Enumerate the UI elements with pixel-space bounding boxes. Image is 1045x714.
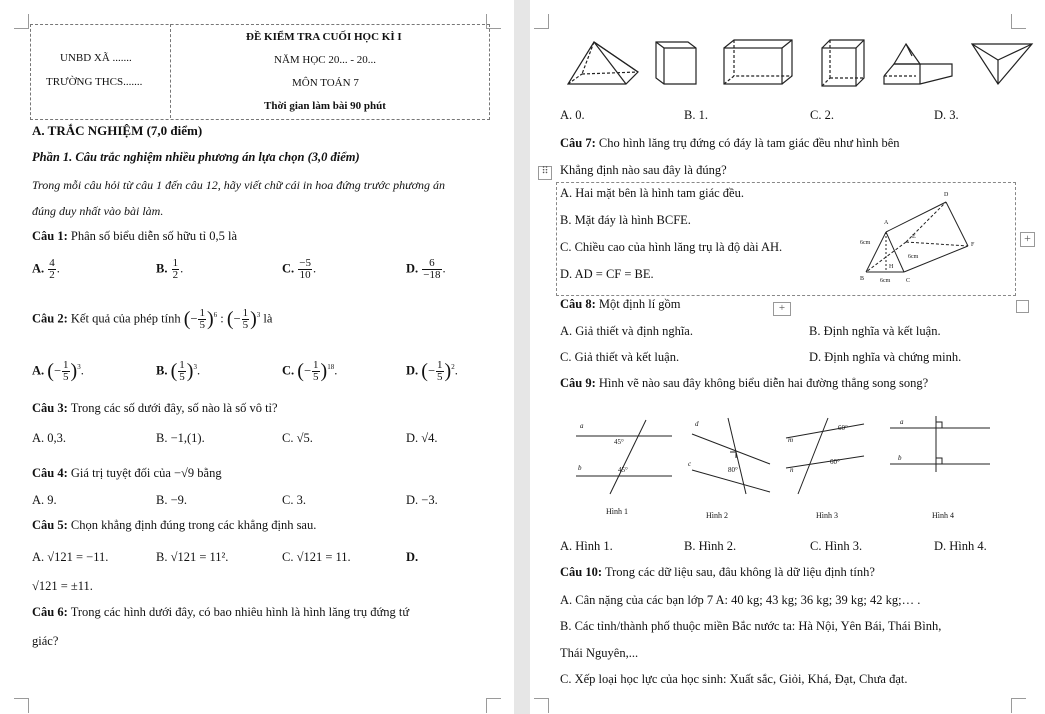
q6-option-d: D. 3. <box>934 108 959 122</box>
minus-sign: − <box>233 311 241 326</box>
q5-option-d: D. <box>406 550 419 564</box>
exponent: 6 <box>213 311 218 320</box>
crop-mark <box>534 698 549 713</box>
q4-option-b: B. −9. <box>156 493 188 507</box>
numerator: 4 <box>49 257 55 269</box>
add-column-button[interactable]: + <box>1020 232 1035 247</box>
q5-option-d-content: √121 = ±11. <box>32 579 93 593</box>
line-label: a <box>900 418 904 426</box>
q2-option-b: B. ( $\frac{1}{5}$ )$^3$. <box>156 359 201 383</box>
figure-caption: Hình 4 <box>932 511 954 520</box>
question-label: Câu 6: <box>32 605 68 619</box>
numerator: 1 <box>172 257 179 269</box>
figure-4-lines <box>890 416 990 472</box>
question-1 <box>32 229 237 244</box>
vertex-label: D <box>944 192 949 198</box>
question-5 <box>32 518 316 533</box>
numerator: 1 <box>179 359 185 371</box>
q2-option-a: A. (− $\frac{1}{5}$ )$^3$. <box>32 359 84 383</box>
exponent: 2 <box>451 363 455 372</box>
q1-option-a: A. $\frac{4}{2}$ . <box>32 257 60 281</box>
option-letter: C. <box>282 261 295 276</box>
figure-caption: Hình 1 <box>606 507 628 516</box>
q3-option-b: B. −1,(1). <box>156 431 205 445</box>
table-move-handle[interactable]: ⠿ <box>538 166 552 180</box>
vertex-label: F <box>971 242 975 248</box>
question-label: Câu 2: <box>32 311 68 326</box>
q10-option-b: B. Các tỉnh/thành phố thuộc miền Bắc nước ta: Hà Nội, Yên Bái, Thái Bình, <box>560 619 942 633</box>
line-label: a <box>580 422 584 430</box>
line-label: d <box>695 420 699 428</box>
denominator: 5 <box>437 371 443 383</box>
q2-option-d: D. (− $\frac{1}{5}$ )$^2$. <box>406 359 458 383</box>
q4-option-c: C. 3. <box>282 493 306 507</box>
option-letter: B. <box>156 363 168 378</box>
school-name: TRƯỜNG THCS....... <box>46 76 143 88</box>
denominator: 5 <box>63 371 69 383</box>
q3-option-d: D. √4. <box>406 431 438 445</box>
q8-option-b: B. Định nghĩa và kết luận. <box>809 324 941 338</box>
exam-time: Thời gian làm bài 90 phút <box>264 100 386 112</box>
denominator: 5 <box>313 371 319 383</box>
question-label: Câu 8: <box>560 297 596 311</box>
exam-title: ĐỀ KIỂM TRA CUỐI HỌC KÌ I <box>246 31 402 43</box>
q7-prism-figure <box>856 186 986 290</box>
vertex-label: A <box>884 220 889 226</box>
exam-subject: MÔN TOÁN 7 <box>292 77 359 89</box>
measure-label: 6cm <box>880 278 891 284</box>
question-text: Phân số biểu diễn số hữu tỉ 0,5 là <box>70 229 238 243</box>
crop-mark <box>1011 14 1026 29</box>
angle-label: 45° <box>614 438 624 446</box>
question-2: Câu 2: Kết quả của phép tính (− $\frac{1}{5}$ )$^6$ : (− $\frac{1}{5}$ )$^3$ là <box>32 307 273 331</box>
line-label: n <box>790 466 794 474</box>
question-label: Câu 5: <box>32 518 68 532</box>
question-text: Trong các hình dưới đây, có bao nhiêu hình là hình lăng trụ đứng tứ <box>70 605 410 619</box>
denominator: 5 <box>179 371 185 383</box>
q10-option-a: A. Cân nặng của các bạn lớp 7 A: 40 kg; 43 kg; 36 kg; 39 kg; 42 kg;… . <box>560 593 921 607</box>
minus-sign: − <box>53 363 62 378</box>
minus-sign: − <box>427 363 436 378</box>
option-letter: D. <box>406 363 419 378</box>
q1-option-b: B. $\frac{1}{2}$ . <box>156 257 184 281</box>
vertex-label: H <box>889 264 894 270</box>
vertex-label: C <box>906 278 911 284</box>
denominator: 10 <box>299 269 311 281</box>
page-gutter <box>514 0 530 714</box>
exponent: 3 <box>256 311 261 320</box>
part-1-heading: Phần 1. Câu trắc nghiệm nhiều phương án lựa chọn (3,0 điểm) <box>32 150 360 164</box>
q6-solids-figure <box>560 38 1040 90</box>
cuboid-shape <box>724 40 792 84</box>
triangular-pyramid-shape <box>972 44 1032 84</box>
option-letter: C. <box>282 363 295 378</box>
measure-label: 6cm <box>908 254 919 260</box>
q3-option-c: C. √5. <box>282 431 313 445</box>
question-text: Trong các số dưới đây, số nào là số vô tỉ? <box>70 401 278 415</box>
exponent: 3 <box>77 363 81 372</box>
option-letter: A. <box>32 261 45 276</box>
school-district: UNBD XÃ ....... <box>60 52 132 64</box>
numerator: 1 <box>437 359 443 371</box>
denominator: 2 <box>172 269 179 281</box>
q5-option-b: B. √121 = 11². <box>156 550 229 564</box>
pyramid-shape <box>568 42 638 84</box>
q7-option-c: C. Chiều cao của hình lăng trụ là độ dài AH. <box>560 240 783 254</box>
instructions-line-2: đúng duy nhất vào bài làm. <box>32 204 164 218</box>
exponent: 3 <box>193 363 197 372</box>
question-label: Câu 9: <box>560 376 596 390</box>
q9-option-d: D. Hình 4. <box>934 539 987 553</box>
option-letter: B. <box>156 261 168 276</box>
question-text: Kết quả của phép tính <box>70 311 181 326</box>
figure-caption: Hình 2 <box>706 511 728 520</box>
line-label: c <box>688 460 692 468</box>
angle-label: 60° <box>830 458 840 466</box>
question-tail: là <box>263 311 273 326</box>
crop-mark <box>1011 698 1026 713</box>
denominator: 5 <box>199 319 205 331</box>
q9-option-b: B. Hình 2. <box>684 539 737 553</box>
question-6 <box>32 605 409 620</box>
q8-option-d: D. Định nghĩa và chứng minh. <box>809 350 962 364</box>
question-label: Câu 7: <box>560 136 596 150</box>
question-text: Cho hình lăng trụ đứng có đáy là tam giác đều như hình bên <box>598 136 900 150</box>
question-9 <box>560 376 928 391</box>
q2-option-c: C. (− $\frac{1}{5}$ )$^{18}$. <box>282 359 338 383</box>
question-text: Giá trị tuyệt đối của −√9 bằng <box>70 466 222 480</box>
crop-mark <box>14 698 29 713</box>
figure-caption: Hình 3 <box>816 511 838 520</box>
q5-option-c: C. √121 = 11. <box>282 550 351 564</box>
denominator: −18 <box>423 269 441 281</box>
question-8 <box>560 297 681 312</box>
denominator: 2 <box>49 269 55 281</box>
q6-option-a: A. 0. <box>560 108 585 122</box>
crop-mark <box>534 14 549 29</box>
q9-option-c: C. Hình 3. <box>810 539 863 553</box>
q1-option-c: C. $\frac{-5}{10}$ . <box>282 257 317 281</box>
q6-option-b: B. 1. <box>684 108 708 122</box>
q7-option-b: B. Mặt đáy là hình BCFE. <box>560 213 691 227</box>
exponent: 18 <box>327 363 335 372</box>
q8-option-a: A. Giả thiết và định nghĩa. <box>560 324 693 338</box>
measure-label: 6cm <box>860 240 871 246</box>
q10-option-c: C. Xếp loại học lực của học sinh: Xuất sắc, Giỏi, Khá, Đạt, Chưa đạt. <box>560 672 908 686</box>
q1-option-d: D. $\frac{6}{-18}$ . <box>406 257 446 281</box>
denominator: 5 <box>242 319 249 331</box>
crop-mark <box>486 698 501 713</box>
q5-option-a: A. √121 = −11. <box>32 550 109 564</box>
q4-option-d: D. −3. <box>406 493 438 507</box>
numerator: 1 <box>199 307 205 319</box>
question-text: Trong các dữ liệu sau, đâu không là dữ liệu định tính? <box>604 565 875 579</box>
section-a-heading: A. TRẮC NGHIỆM (7,0 điểm) <box>32 123 203 138</box>
table-resize-handle[interactable] <box>1016 300 1029 313</box>
figure-3-lines <box>786 418 864 494</box>
question-label: Câu 3: <box>32 401 68 415</box>
numerator: 1 <box>313 359 319 371</box>
crop-mark <box>14 14 29 29</box>
q9-figures <box>560 414 1000 526</box>
numerator: 1 <box>63 359 69 371</box>
instructions-line-1: Trong mỗi câu hỏi từ câu 1 đến câu 12, hãy viết chữ cái in hoa đứng trước phương án <box>32 178 446 192</box>
question-3 <box>32 401 278 416</box>
school-year: NĂM HỌC 20... - 20... <box>274 54 377 66</box>
minus-sign: − <box>303 363 312 378</box>
angle-label: 80° <box>728 466 738 474</box>
question-text: Chọn khẳng định đúng trong các khẳng định sau. <box>70 518 317 532</box>
vertex-label: B <box>860 276 865 282</box>
minus-sign: − <box>190 311 198 326</box>
composite-solid-shape <box>884 44 952 84</box>
question-label: Câu 10: <box>560 565 603 579</box>
question-4 <box>32 466 222 481</box>
pentagonal-prism-shape <box>656 42 696 84</box>
question-label: Câu 4: <box>32 466 68 480</box>
question-text: Hình vẽ nào sau đây không biểu diễn hai đường thẳng song song? <box>598 376 929 390</box>
question-10 <box>560 565 875 580</box>
numerator: −5 <box>299 257 311 269</box>
q4-option-a: A. 9. <box>32 493 57 507</box>
question-7-cont: Khẳng định nào sau đây là đúng? <box>560 163 727 177</box>
option-letter: A. <box>32 363 45 378</box>
line-label: m <box>788 436 794 444</box>
q8-option-c: C. Giả thiết và kết luận. <box>560 350 680 364</box>
angle-label: 60° <box>838 424 848 432</box>
q10-option-b-cont: Thái Nguyên,... <box>560 646 639 660</box>
q7-option-d: D. AD = CF = BE. <box>560 267 654 281</box>
cube-shape <box>822 40 864 86</box>
figure-2-lines <box>692 418 770 494</box>
angle-label: 45° <box>618 466 628 474</box>
q9-option-a: A. Hình 1. <box>560 539 613 553</box>
header-divider <box>170 24 171 118</box>
numerator: 1 <box>242 307 249 319</box>
vertex-label: E <box>912 234 916 240</box>
q3-option-a: A. 0,3. <box>32 431 67 445</box>
q6-option-c: C. 2. <box>810 108 834 122</box>
numerator: 6 <box>422 258 441 270</box>
division-sign: : <box>220 311 224 326</box>
q7-option-a: A. Hai mặt bên là hình tam giác đều. <box>560 186 744 200</box>
question-7 <box>560 136 900 151</box>
question-text: Một định lí gồm <box>598 297 681 311</box>
question-label: Câu 1: <box>32 229 68 243</box>
question-6-cont: giác? <box>32 634 59 648</box>
line-label: b <box>578 464 582 472</box>
line-label: b <box>898 454 902 462</box>
option-letter: D. <box>406 261 419 276</box>
figure-1-lines <box>576 420 672 494</box>
add-row-button[interactable]: + <box>773 302 791 316</box>
